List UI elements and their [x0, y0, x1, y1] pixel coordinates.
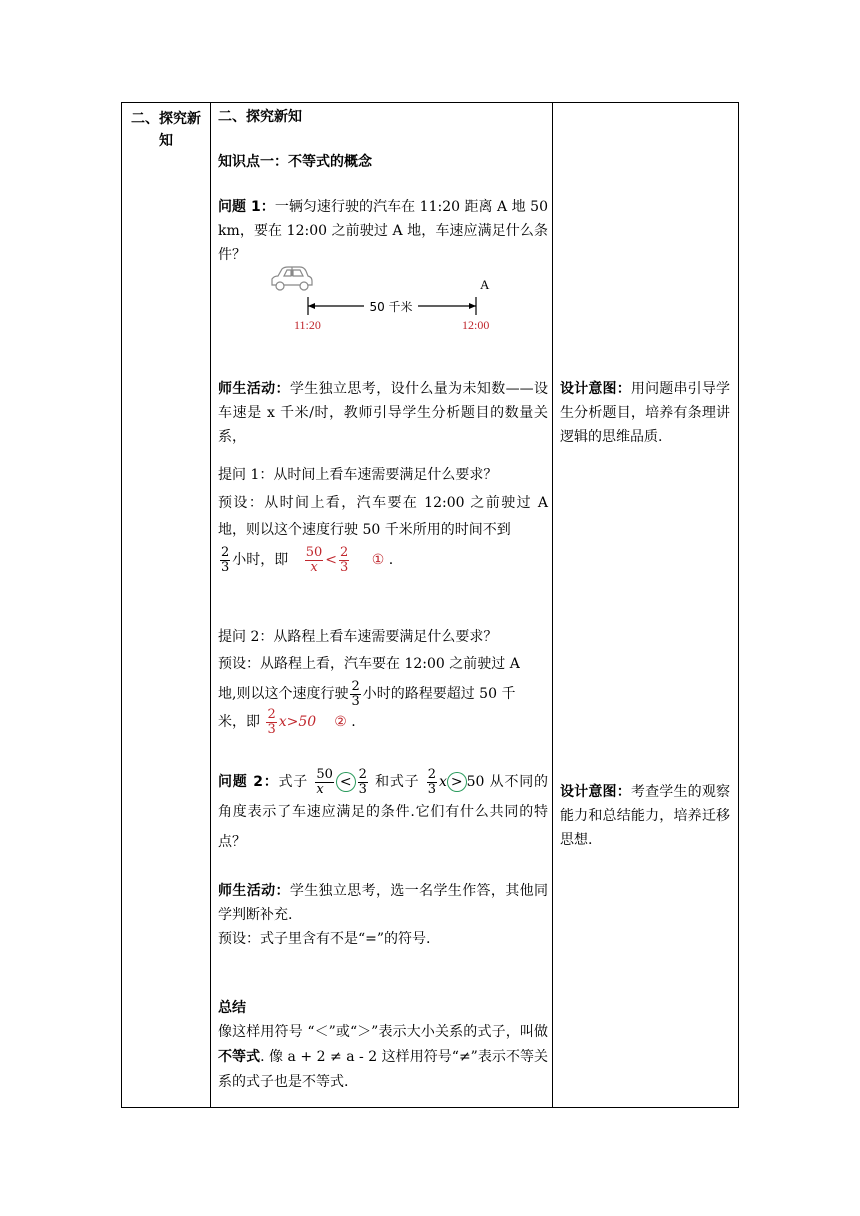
question-2: 问题 2：式子 $\frac{50}{x}$ < $\frac{2}{3}$ 和式子 $\frac{2}{3}$ x > 50 从不同的角度表示了车速应满足的条件.它们有什么共同的特点？: [218, 766, 549, 850]
inequality-1: $\frac{50}{x}$ < $\frac{2}{3}$ ①: [305, 544, 385, 575]
less-than-highlight: <: [336, 772, 356, 792]
question-1-label: 问题 1：: [218, 199, 275, 215]
point-a-label: A: [480, 277, 490, 292]
ask-2-line-2: 地,则以这个速度行驶 $\frac{2}{3}$ 小时的路程要超过 50 千: [218, 678, 516, 709]
activity-1-label: 师生活动：: [218, 381, 290, 397]
ask-1-title: 提问 1：从时间上看车速需要满足什么要求？: [218, 467, 498, 483]
ask-2-line-1: 预设：从路程上看，汽车要在 12:00 之前驶过 A: [218, 656, 520, 672]
activity-2: [218, 879, 548, 927]
start-time-label: 11:20: [294, 318, 321, 332]
summary-text: 像这样用符号 “＜”或“＞”表示大小关系的式子，叫做不等式. 像 a + 2 ≠ a - 2 这样用符号“≠”表示不等关系的式子也是不等式.: [218, 1024, 549, 1090]
lesson-table: [121, 102, 739, 1108]
activity-1: [218, 377, 548, 449]
summary-term: 不等式: [218, 1049, 261, 1065]
activity-2-preset: 预设：式子里含有不是“=”的符号.: [218, 931, 431, 947]
ask-2-title: 提问 2：从路程上看车速需要满足什么要求？: [218, 629, 498, 645]
distance-label: 50 千米: [369, 300, 413, 314]
activity-2-label: 师生活动：: [218, 883, 290, 899]
ask-1-inequality: $\frac{2}{3}$ 小时，即 $\frac{50}{x}$ < $\frac{2}{3}$ ① .: [221, 544, 394, 575]
inequality-2: $\frac{2}{3}$ x>50 ②: [267, 706, 347, 737]
column-divider: [552, 103, 553, 1107]
knowledge-point: 知识点一：不等式的概念: [218, 154, 372, 170]
activity-1-text: 学生独立思考，设什么量为未知数——设车速是 x 千米/时，教师引导学生分析题目的数量关系，: [218, 381, 549, 445]
greater-than-highlight: >: [447, 772, 467, 792]
question-2-label: 问题 2：: [218, 774, 279, 790]
section-heading: 二、探究新知: [218, 109, 302, 125]
ask-1-body: 预设：从时间上看，汽车要在 12:00 之前驶过 A 地，则以这个速度行驶 50 千米所用的时间不到: [218, 495, 548, 538]
tag-1: ①: [371, 552, 385, 568]
column-divider: [210, 103, 211, 1107]
activity-2-text: 学生独立思考，选一名学生作答，其他同学判断补充.: [218, 883, 549, 923]
design-intent-1: 设计意图：用问题串引导学生分析题目，培养有条理讲逻辑的思维品质.: [560, 381, 731, 445]
question-1: [218, 195, 548, 267]
summary-title: 总结: [218, 1000, 246, 1016]
end-time-label: 12:00: [462, 318, 490, 332]
distance-line: [268, 263, 508, 335]
ask-2-inequality: 米，即 $\frac{2}{3}$ x>50 ② .: [218, 706, 356, 737]
ask-1-tail: 小时，即: [232, 552, 289, 568]
question-1-text: 一辆匀速行驶的汽车在 11:20 距离 A 地 50 km，要在 12:00 之前驶过 A 地，车速应满足什么条件？: [218, 199, 548, 263]
section-label: 二、探究新知: [131, 111, 201, 149]
fraction-2-3: $\frac{2}{3}$: [221, 544, 230, 575]
tag-2: ②: [334, 714, 347, 730]
design-intent-2: 设计意图：考查学生的观察能力和总结能力，培养迁移思想.: [560, 784, 731, 848]
